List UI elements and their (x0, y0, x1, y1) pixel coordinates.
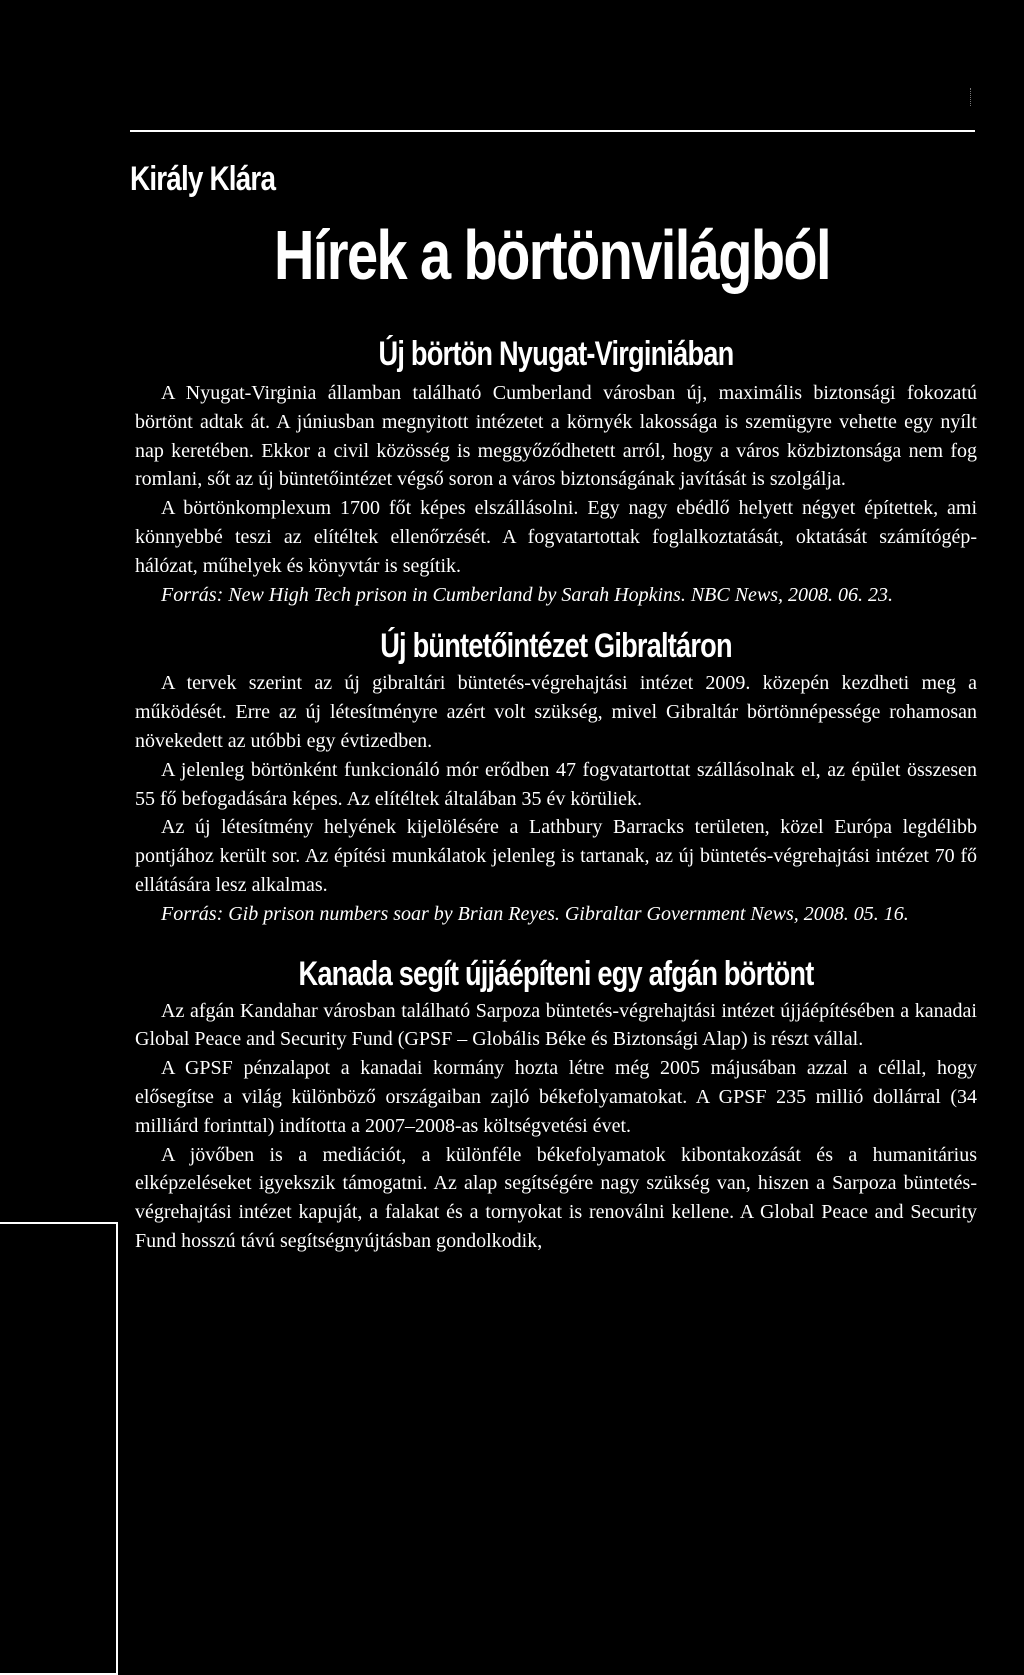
paragraph: Az új létesítmény helyének kijelölésére a Lathbury Barracks területen, közel Európa legdélibb pontjához került sor. Az építési munkálatok jelenleg is tartanak, az új büntetés-végrehajtási intézet 70 fő ellátására lesz alkalmas. (135, 816, 977, 896)
top-rule (130, 130, 975, 132)
bracket-side-line (116, 1222, 118, 1675)
author-name: Király Klára (130, 160, 276, 198)
paragraph: A jelenleg börtönként funkcionáló mór erődben 47 fogvatartottat szállásolnak el, az épület összesen 55 fő befogadására képes. Az elítéltek általában 35 év körüliek. (135, 758, 977, 810)
page-title: Hírek a börtönvilágból (274, 216, 830, 294)
section-title: Kanada segít újjáépíteni egy afgán börtönt (298, 954, 814, 993)
section-title: Új börtön Nyugat-Virginiában (378, 335, 734, 373)
article-body (135, 335, 977, 1256)
section-title: Új büntetőintézet Gibraltáron (380, 627, 732, 666)
paragraph: A börtönkomplexum 1700 főt képes elszállásolni. Egy nagy ebédlő helyett négyet építettek, ami könnyebbé teszi az elítéltek ellenőrzését. A fogvatartottak foglalkoztatását, oktatását számítógép- hálózat, műhelyek és könyvtár is segítik. (135, 497, 977, 577)
paragraph: A jövőben is a mediációt, a különféle békefolyamatok kibontakozását és a humanitárius elképzeléseket igyekszik támogatni. Az alap segítségére nagy szükség van, hiszen a Sarpoza büntetés-végrehajtási intézet kapuját, a falakat és a tornyokat is renoválni kellene. A Global Peace and Security Fund hosszú távú segítségnyújtásban gondolkodik, (135, 1143, 977, 1252)
section-gibraltar (135, 627, 977, 928)
bracket-top-line (0, 1222, 118, 1224)
margin-bracket (0, 1222, 118, 1675)
section-cumberland (135, 335, 977, 609)
paragraph: A Nyugat-Virginia államban található Cumberland városban új, maximális biztonsági fokozatú börtönt adtak át. A júniusban megnyitott intézetet a környék lakossága is szemügyre vehette egy nyílt nap keretében. Ekkor a civil közösség is meggyőződhetett arról, hogy a város közbiztonsága nem fog romlani, sőt az új büntetőintézet végső soron a város biztonságának javítását is szolgálja. (135, 382, 977, 491)
paragraph: A tervek szerint az új gibraltári büntetés-végrehajtási intézet 2009. közepén kezdheti meg a működését. Erre az új létesítményre azért volt szükség, mivel Gibraltár börtönnépessége rohamosan növekedett az utóbbi egy évtizedben. (135, 672, 977, 752)
section-kandahar (135, 955, 977, 1256)
paragraph: Az afgán Kandahar városban található Sarpoza büntetés-végrehajtási intézet újjáépítésében a kanadai Global Peace and Security Fund (GPSF – Globális Béke és Biztonsági Alap) is részt vállal. (135, 999, 977, 1051)
source-citation: Forrás: Gib prison numbers soar by Brian Reyes. Gibraltar Government News, 2008. 05. 16. (161, 902, 909, 925)
corner-scan-mark (970, 88, 973, 106)
source-citation: Forrás: New High Tech prison in Cumberland by Sarah Hopkins. NBC News, 2008. 06. 23. (161, 583, 894, 606)
paragraph: A GPSF pénzalapot a kanadai kormány hozta létre még 2005 májusában azzal a céllal, hogy elősegítse a világ különböző országaiban zajló békefolyamatokat. A GPSF 235 millió dollárral (34 milliárd forinttal) indította a 2007–2008-as költségvetési évet. (135, 1057, 977, 1137)
